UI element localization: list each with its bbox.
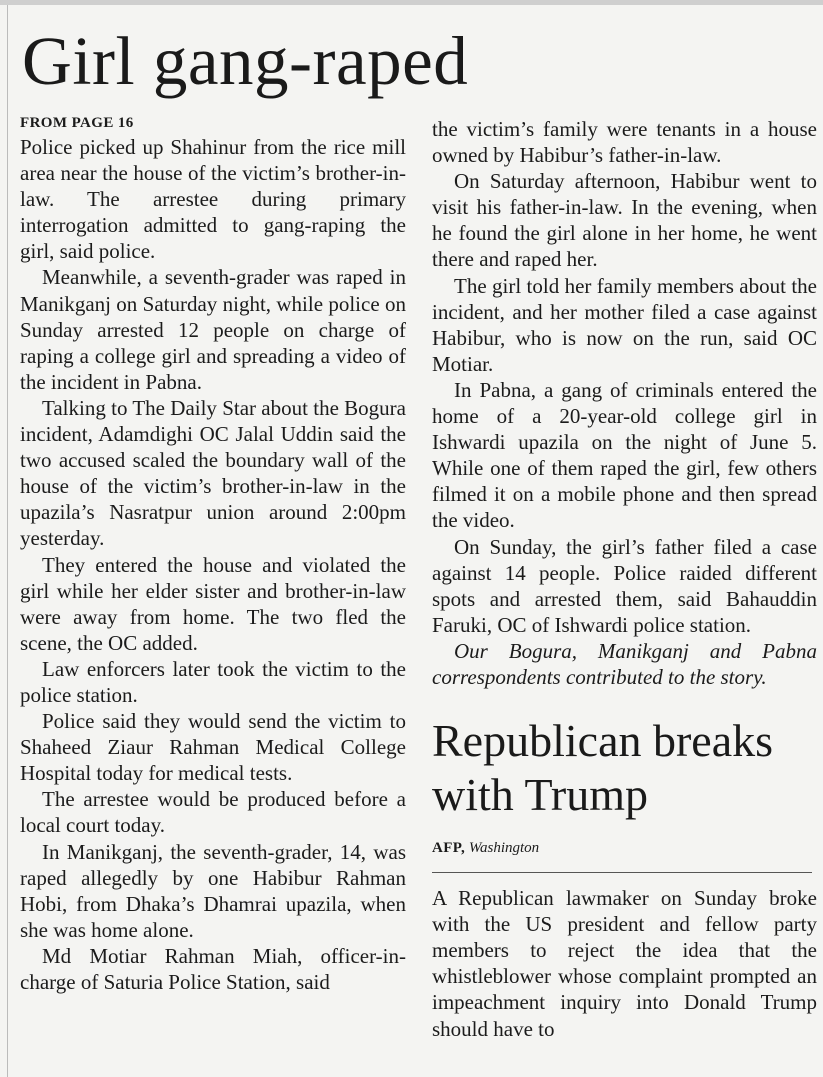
contributor-credit: Our Bogura, Manikganj and Pabna correspondents contributed to the story.	[432, 638, 817, 689]
paragraph: Talking to The Daily Star about the Bogura incident, Adamdighi OC Jalal Uddin said the two accused scaled the boundary wall of the house of the victim’s brother-in-law in the upazila’s Nasratpur union around 2:00pm yesterday.	[20, 395, 406, 551]
news-agency: AFP,	[432, 840, 466, 857]
second-story-headline: Republican breaks with Trump	[432, 715, 774, 821]
dateline	[432, 838, 817, 858]
paragraph: The girl told her family members about the incident, and her mother filed a case against Habibur, who is now on the run, said OC Motiar.	[432, 273, 817, 376]
paragraph: Police said they would send the victim to Shaheed Ziaur Rahman Medical College Hospital today for medical tests.	[20, 709, 406, 786]
paragraph: A Republican lawmaker on Sunday broke with the US president and fellow party members to reject the idea that the whistleblower whose complaint prompted an impeachment inquiry into Donald Trump should have to	[432, 886, 817, 1041]
left-column	[20, 112, 406, 995]
paragraph: Meanwhile, a seventh-grader was raped in Manikganj on Saturday night, while police on Sunday arrested 12 people on charge of raping a college girl and spreading a video of the incident in Pabna.	[20, 265, 406, 394]
paragraph: Md Motiar Rahman Miah, officer-in-charge of Saturia Police Station, said	[20, 943, 406, 994]
paragraph: The arrestee would be produced before a local court today.	[20, 787, 406, 838]
paragraph: On Sunday, the girl’s father filed a case against 14 people. Police raided different spots and arrested them, said Bahauddin Faruki, OC of Ishwardi police station.	[432, 534, 817, 637]
paragraph: They entered the house and violated the girl while her elder sister and brother-in-law were away from home. The two fled the scene, the OC added.	[20, 552, 406, 655]
paragraph: Police picked up Shahinur from the rice mill area near the house of the victim’s brother-in-law. The arrestee during primary interrogation admitted to gang-raping the girl, said police.	[20, 135, 406, 264]
paragraph: Law enforcers later took the victim to the police station.	[20, 656, 406, 707]
dateline-place: Washington	[468, 840, 540, 857]
separator-rule	[432, 872, 812, 873]
top-rule	[0, 0, 823, 5]
paragraph: In Pabna, a gang of criminals entered the home of a 20-year-old college girl in Ishwardi upazila on the night of June 5. While one of them raped the girl, few others filmed it on a mobile phone and then spread the video.	[432, 377, 817, 533]
left-column-rule	[7, 5, 8, 1077]
paragraph: the victim’s family were tenants in a house owned by Habibur’s father-in-law.	[432, 117, 817, 168]
right-column	[432, 116, 817, 1042]
paragraph: In Manikganj, the seventh-grader, 14, was raped allegedly by one Habibur Rahman Hobi, from Dhaka’s Dhamrai upazila, when she was home alone.	[20, 839, 406, 942]
jump-label: FROM PAGE 16	[20, 115, 134, 131]
story-headline: Girl gang-raped	[22, 23, 469, 99]
paragraph: On Saturday afternoon, Habibur went to visit his father-in-law. In the evening, when he found the girl alone in her home, he went there and raped her.	[432, 169, 817, 272]
